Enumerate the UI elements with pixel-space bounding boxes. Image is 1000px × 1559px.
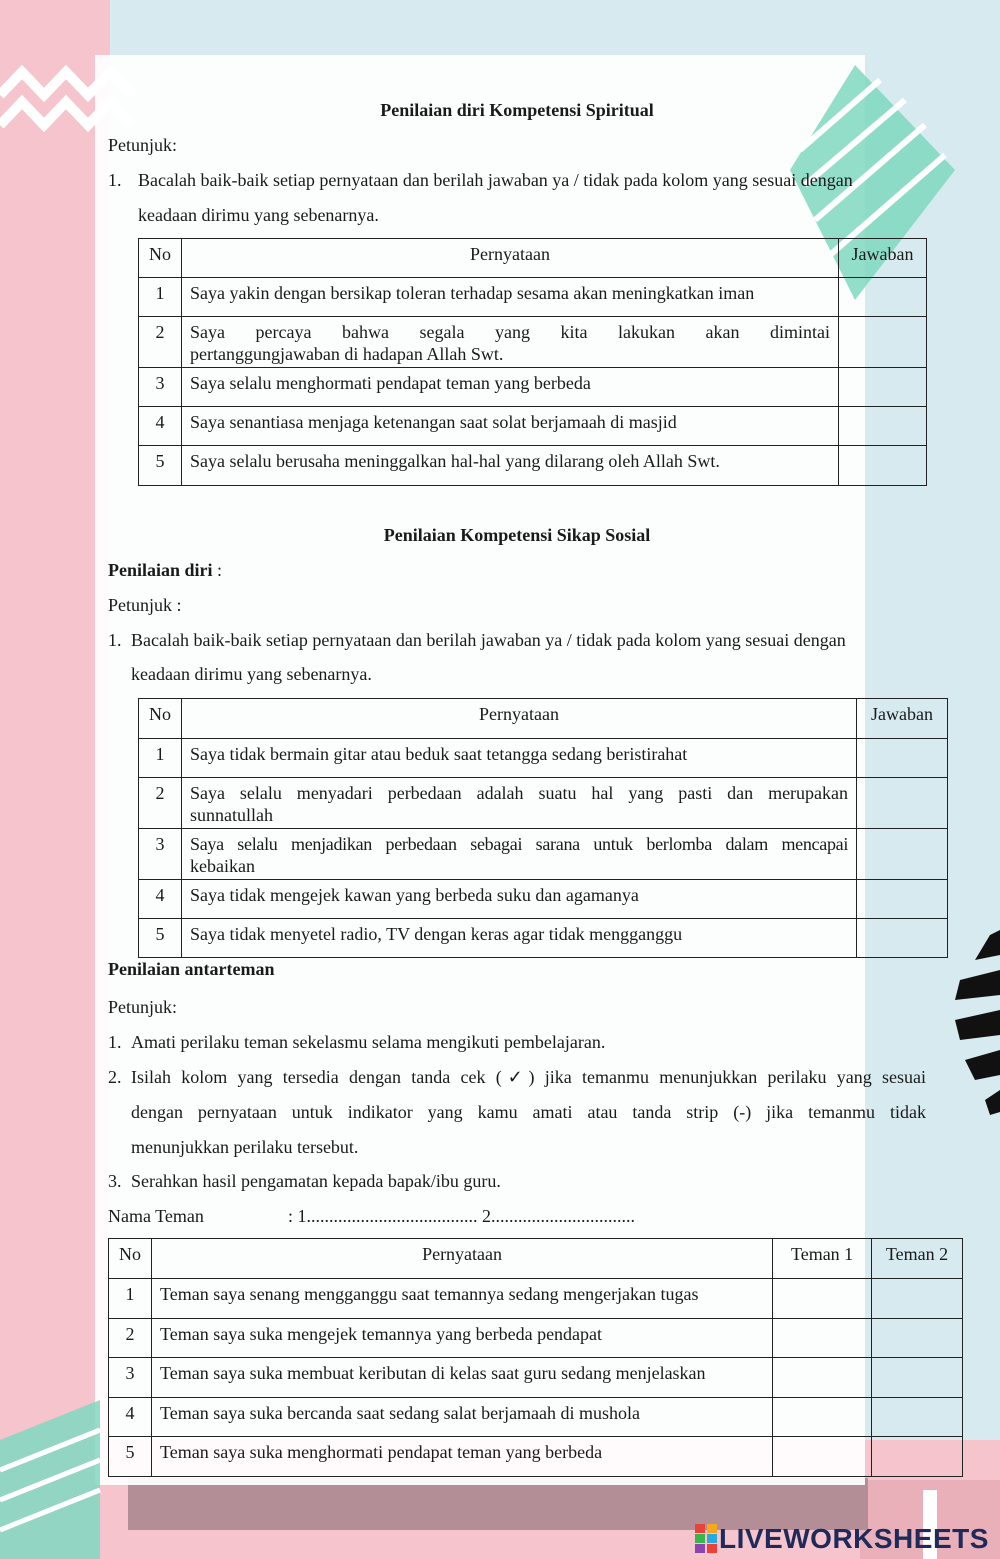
row-number: 5 bbox=[139, 919, 182, 958]
answer-cell[interactable] bbox=[857, 739, 948, 778]
row-statement: Teman saya suka mengejek temannya yang berbeda pendapat bbox=[151, 1319, 772, 1358]
row-statement: Saya yakin dengan bersikap toleran terhadap sesama akan meningkatkan iman bbox=[181, 278, 838, 317]
row-number: 4 bbox=[139, 880, 182, 919]
peer-step-number: 3. bbox=[108, 1171, 122, 1191]
table-row bbox=[109, 1358, 963, 1398]
table-header-row bbox=[139, 699, 948, 739]
table-row bbox=[139, 368, 927, 407]
peer-step-text: Amati perilaku teman sekelasmu selama mengikuti pembelajaran. bbox=[131, 1032, 606, 1052]
row-number: 2 bbox=[109, 1319, 152, 1358]
row-statement-line2: kebaikan bbox=[189, 856, 255, 876]
social-instruction-line1: Bacalah baik-baik setiap pernyataan dan berilah jawaban ya / tidak pada kolom yang sesuai dengan bbox=[131, 630, 846, 650]
table-header-row bbox=[139, 239, 927, 278]
row-statement: Saya tidak bermain gitar atau beduk saat tetangga sedang beristirahat bbox=[181, 739, 856, 778]
row-statement: Teman saya suka menghormati pendapat teman yang berbeda bbox=[151, 1437, 772, 1477]
green-corner-decoration bbox=[0, 1400, 100, 1559]
table-row bbox=[139, 880, 948, 919]
answer-cell[interactable] bbox=[839, 407, 927, 446]
spiritual-item-number: 1. bbox=[108, 170, 122, 190]
friend1-cell[interactable] bbox=[773, 1319, 872, 1358]
table-row bbox=[109, 1398, 963, 1437]
friend1-cell[interactable] bbox=[773, 1358, 872, 1398]
row-statement-line2: pertanggungjawaban di hadapan Allah Swt. bbox=[189, 344, 504, 364]
answer-cell[interactable] bbox=[857, 880, 948, 919]
table-row bbox=[139, 739, 948, 778]
row-number: 1 bbox=[109, 1279, 152, 1319]
logo-text: LIVEWORKSHEETS bbox=[719, 1523, 989, 1554]
row-statement: Saya senantiasa menjaga ketenangan saat solat berjamaah di masjid bbox=[181, 407, 838, 446]
peer-step-text-line1: Isilah kolom yang tersedia dengan tanda cek (✓) jika temanmu menunjukkan perilaku yang sesuai bbox=[131, 1067, 926, 1087]
row-number: 3 bbox=[109, 1358, 152, 1398]
row-statement-line1: Saya selalu menyadari perbedaan adalah suatu hal yang pasti dan merupakan bbox=[189, 783, 849, 803]
social-item-number: 1. bbox=[108, 630, 122, 650]
header-no: No bbox=[109, 1239, 152, 1279]
row-statement: Teman saya suka membuat keributan di kelas saat guru sedang menjelaskan bbox=[151, 1358, 772, 1398]
row-statement bbox=[181, 778, 856, 829]
zigzag-decoration bbox=[0, 72, 132, 95]
row-number: 5 bbox=[139, 446, 182, 486]
friend1-cell[interactable] bbox=[773, 1398, 872, 1437]
social-self-colon: : bbox=[212, 560, 223, 580]
row-statement: Saya tidak menyetel radio, TV dengan keras agar tidak mengganggu bbox=[181, 919, 856, 958]
header-statement: Pernyataan bbox=[151, 1239, 772, 1279]
header-no: No bbox=[139, 239, 182, 278]
header-friend2: Teman 2 bbox=[872, 1239, 963, 1279]
peer-step-text-line2: dengan pernyataan untuk indikator yang kamu amati atau tanda strip (-) jika temanmu tidak bbox=[131, 1102, 926, 1122]
header-statement: Pernyataan bbox=[181, 699, 856, 739]
table-row bbox=[139, 919, 948, 958]
peer-step-number: 2. bbox=[108, 1067, 122, 1087]
liveworksheets-badge-icon bbox=[695, 1524, 717, 1554]
header-no: No bbox=[139, 699, 182, 739]
table-row bbox=[109, 1319, 963, 1358]
table-row bbox=[139, 829, 948, 880]
social-title: Penilaian Kompetensi Sikap Sosial bbox=[383, 525, 651, 545]
row-statement bbox=[181, 317, 838, 368]
row-number: 1 bbox=[139, 278, 182, 317]
friend2-cell[interactable] bbox=[872, 1358, 963, 1398]
spiritual-table bbox=[138, 238, 927, 486]
table-header-row bbox=[109, 1239, 963, 1279]
spiritual-instruction-line1: Bacalah baik-baik setiap pernyataan dan berilah jawaban ya / tidak pada kolom yang sesuai dengan bbox=[138, 170, 853, 190]
liveworksheets-logo[interactable] bbox=[695, 1522, 989, 1556]
social-self-heading bbox=[108, 559, 222, 581]
row-number: 1 bbox=[139, 739, 182, 778]
answer-cell[interactable] bbox=[857, 919, 948, 958]
answer-cell[interactable] bbox=[839, 446, 927, 486]
spiritual-petunjuk: Petunjuk: bbox=[108, 135, 178, 155]
row-number: 4 bbox=[109, 1398, 152, 1437]
friend2-cell[interactable] bbox=[872, 1437, 963, 1477]
table-row bbox=[139, 407, 927, 446]
row-statement: Saya selalu menghormati pendapat teman yang berbeda bbox=[181, 368, 838, 407]
peer-table bbox=[108, 1238, 963, 1477]
row-number: 5 bbox=[109, 1437, 152, 1477]
peer-step-number: 1. bbox=[108, 1032, 122, 1052]
table-row bbox=[139, 278, 927, 317]
peer-title: Penilaian antarteman bbox=[108, 959, 275, 979]
row-statement-line1: Saya selalu menjadikan perbedaan sebagai sarana untuk berlomba dalam mencapai bbox=[189, 834, 849, 854]
row-number: 2 bbox=[139, 317, 182, 368]
row-statement: Teman saya senang mengganggu saat temannya sedang mengerjakan tugas bbox=[151, 1279, 772, 1319]
peer-step-text-line3: menunjukkan perilaku tersebut. bbox=[131, 1137, 359, 1157]
row-number: 3 bbox=[139, 368, 182, 407]
header-friend1: Teman 1 bbox=[773, 1239, 872, 1279]
header-answer: Jawaban bbox=[857, 699, 948, 739]
striped-decoration bbox=[955, 930, 1000, 1115]
row-statement: Saya tidak mengejek kawan yang berbeda suku dan agamanya bbox=[181, 880, 856, 919]
table-row bbox=[139, 778, 948, 829]
row-statement: Teman saya suka bercanda saat sedang salat berjamaah di mushola bbox=[151, 1398, 772, 1437]
social-petunjuk: Petunjuk : bbox=[108, 595, 182, 615]
row-number: 3 bbox=[139, 829, 182, 880]
answer-cell[interactable] bbox=[839, 368, 927, 407]
spiritual-title: Penilaian diri Kompetensi Spiritual bbox=[380, 100, 654, 120]
answer-cell[interactable] bbox=[857, 829, 948, 880]
header-statement: Pernyataan bbox=[181, 239, 838, 278]
row-statement-line2: sunnatullah bbox=[189, 805, 273, 825]
table-row bbox=[109, 1279, 963, 1319]
friend2-cell[interactable] bbox=[872, 1279, 963, 1319]
row-number: 2 bbox=[139, 778, 182, 829]
friend2-cell[interactable] bbox=[872, 1319, 963, 1358]
answer-cell[interactable] bbox=[857, 778, 948, 829]
header-answer: Jawaban bbox=[839, 239, 927, 278]
answer-cell[interactable] bbox=[839, 317, 927, 368]
answer-cell[interactable] bbox=[839, 278, 927, 317]
spiritual-instruction-line2: keadaan dirimu yang sebenarnya. bbox=[138, 205, 379, 225]
peer-name-label: Nama Teman bbox=[108, 1206, 204, 1226]
row-statement: Saya selalu berusaha meninggalkan hal-hal yang dilarang oleh Allah Swt. bbox=[181, 446, 838, 486]
social-instruction-line2: keadaan dirimu yang sebenarnya. bbox=[131, 664, 372, 684]
row-number: 4 bbox=[139, 407, 182, 446]
friend2-cell[interactable] bbox=[872, 1398, 963, 1437]
peer-petunjuk: Petunjuk: bbox=[108, 997, 178, 1017]
table-row bbox=[109, 1437, 963, 1477]
social-table bbox=[138, 698, 948, 958]
row-statement-line1: Saya percaya bahwa segala yang kita lakukan akan dimintai bbox=[189, 322, 831, 342]
friend1-cell[interactable] bbox=[773, 1279, 872, 1319]
table-row bbox=[139, 317, 927, 368]
social-self-label: Penilaian diri bbox=[108, 560, 213, 580]
peer-step-text: Serahkan hasil pengamatan kepada bapak/ibu guru. bbox=[131, 1171, 501, 1191]
row-statement bbox=[181, 829, 856, 880]
peer-name-fields[interactable]: : 1...................................... 2................................ bbox=[288, 1206, 636, 1226]
table-row bbox=[139, 446, 927, 486]
friend1-cell[interactable] bbox=[773, 1437, 872, 1477]
